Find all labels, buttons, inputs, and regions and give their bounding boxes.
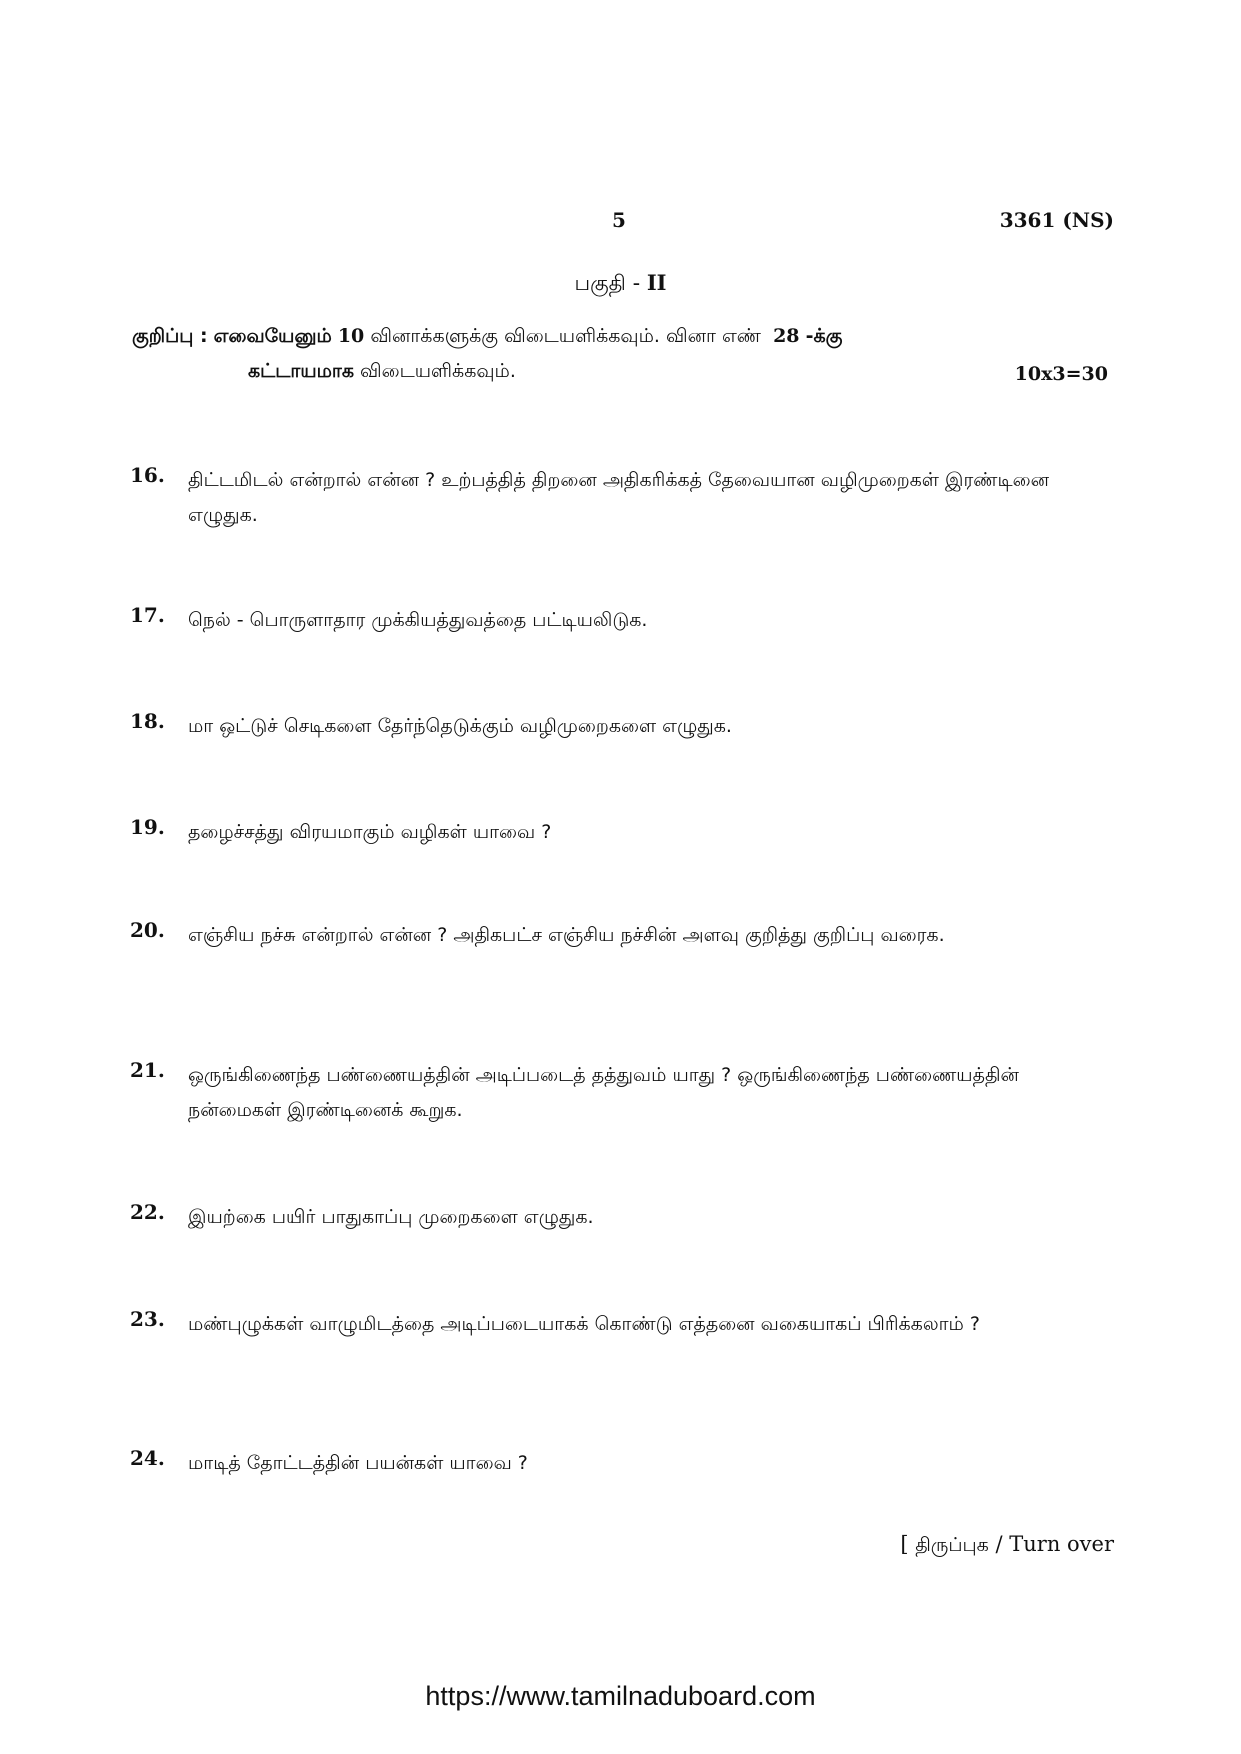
instruction-count: 10 xyxy=(337,325,365,347)
instruction-compulsory: கட்டாயமாக xyxy=(248,360,354,382)
paper-code: 3361 (NS) xyxy=(999,208,1114,232)
marks-allocation: 10x3=30 xyxy=(1014,363,1108,385)
question-number: 17. xyxy=(130,603,165,627)
compulsory-question-number: 28 xyxy=(773,325,800,347)
turn-over-bracket: [ xyxy=(900,1532,909,1556)
instruction-line-2 xyxy=(248,360,516,385)
instruction-line-1 xyxy=(132,325,842,350)
footer-url: https://www.tamilnaduboard.com xyxy=(425,1681,816,1711)
turn-over-note xyxy=(900,1532,1114,1559)
question-text: எஞ்சிய நச்சு என்றால் என்ன ? அதிகபட்ச எஞ்சிய நச்சின் அளவு குறித்து குறிப்பு வரைக. xyxy=(188,924,945,946)
section-title xyxy=(0,270,1241,298)
question-number: 18. xyxy=(130,709,165,733)
question-number: 21. xyxy=(130,1058,165,1082)
section-title-roman: II xyxy=(646,270,667,295)
question-number: 23. xyxy=(130,1307,165,1331)
turn-over-english: / Turn over xyxy=(995,1532,1114,1556)
question-text: நெல் - பொருளாதார முக்கியத்துவத்தை பட்டியலிடுக. xyxy=(188,609,648,631)
question-text: ஒருங்கிணைந்த பண்ணையத்தின் அடிப்படைத் தத்துவம் யாது ? ஒருங்கிணைந்த பண்ணையத்தின் நன்மைகள் இரண்டினைக் கூறுக. xyxy=(188,1064,1019,1121)
question-number: 19. xyxy=(130,815,165,839)
instruction-any: எவையேனும் xyxy=(213,325,332,347)
question-text: இயற்கை பயிர் பாதுகாப்பு முறைகளை எழுதுக. xyxy=(188,1206,594,1228)
instruction-text: வினாக்களுக்கு விடையளிக்கவும். வினா எண் xyxy=(370,325,761,347)
question-number: 20. xyxy=(130,918,165,942)
question-text: தழைச்சத்து விரயமாகும் வழிகள் யாவை ? xyxy=(188,821,552,843)
question-number: 16. xyxy=(130,463,165,487)
section-title-tamil: பகுதி - xyxy=(574,271,647,295)
question-number: 22. xyxy=(130,1200,165,1224)
question-number: 24. xyxy=(130,1446,165,1470)
page-number: 5 xyxy=(612,208,626,232)
question-text: திட்டமிடல் என்றால் என்ன ? உற்பத்தித் திறனை அதிகரிக்கத் தேவையான வழிமுறைகள் இரண்டினை எழுதுக. xyxy=(188,469,1049,526)
question-text: மண்புழுக்கள் வாழுமிடத்தை அடிப்படையாகக் கொண்டு எத்தனை வகையாகப் பிரிக்கலாம் ? xyxy=(188,1313,980,1335)
turn-over-tamil: திருப்புக xyxy=(915,1534,989,1556)
question-text: மாடித் தோட்டத்தின் பயன்கள் யாவை ? xyxy=(188,1452,528,1474)
instruction-answer: விடையளிக்கவும். xyxy=(360,360,516,382)
instruction-label: குறிப்பு : xyxy=(132,325,208,347)
compulsory-question-suffix: -க்கு xyxy=(805,325,843,347)
question-text: மா ஒட்டுச் செடிகளை தேர்ந்தெடுக்கும் வழிமுறைகளை எழுதுக. xyxy=(188,715,732,737)
